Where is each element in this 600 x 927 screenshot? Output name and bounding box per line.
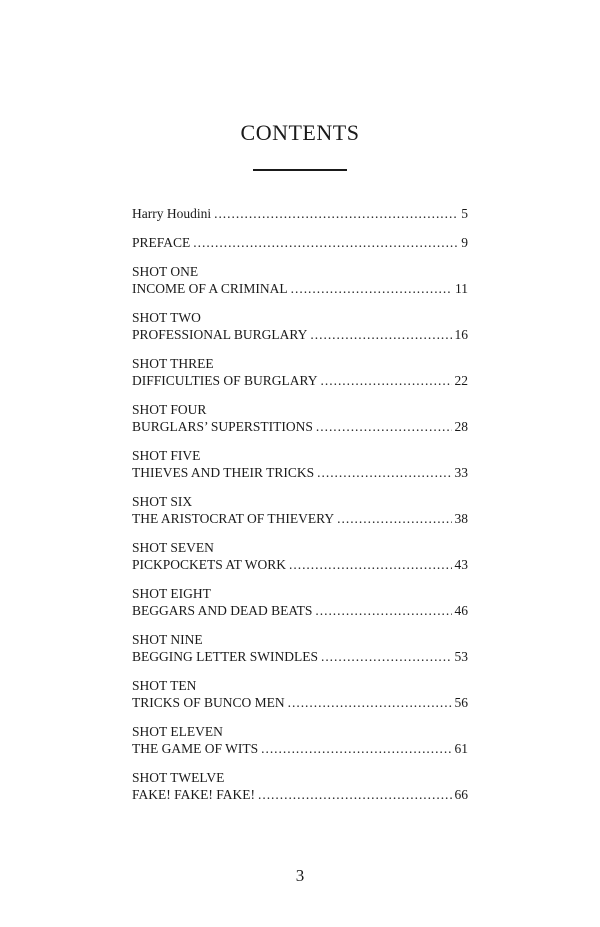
toc-line	[132, 648, 468, 665]
table-of-contents	[132, 205, 468, 815]
toc-entry-chapter: SHOT FIVE	[132, 448, 201, 463]
dot-leader	[315, 602, 451, 619]
toc-entry-title: INCOME OF A CRIMINAL	[132, 281, 288, 296]
toc-entry-chapter: SHOT THREE	[132, 356, 214, 371]
toc-entry-title: THE ARISTOCRAT OF THIEVERY	[132, 511, 335, 526]
toc-entry-chapter: SHOT TWO	[132, 310, 201, 325]
toc-entry-chapter: SHOT SIX	[132, 494, 193, 509]
toc-entry[interactable]	[132, 447, 468, 481]
title-rule	[253, 169, 347, 171]
toc-entry-chapter: SHOT FOUR	[132, 402, 207, 417]
page-title: CONTENTS	[240, 120, 360, 145]
dot-leader	[258, 786, 452, 803]
toc-entry-title: PREFACE	[132, 235, 191, 250]
dot-leader	[321, 372, 452, 389]
toc-entry-page: 61	[454, 741, 468, 756]
toc-entry-chapter: SHOT SEVEN	[132, 540, 214, 555]
toc-entry[interactable]	[132, 401, 468, 435]
toc-entry[interactable]	[132, 234, 468, 251]
toc-line	[132, 205, 468, 222]
toc-entry-page: 5	[461, 206, 468, 221]
dot-leader	[214, 205, 458, 222]
toc-line	[132, 280, 468, 297]
dot-leader	[321, 648, 452, 665]
toc-entry[interactable]	[132, 631, 468, 665]
dot-leader	[337, 510, 451, 527]
toc-entry-title: BEGGING LETTER SWINDLES	[132, 649, 318, 664]
toc-entry-title: DIFFICULTIES OF BURGLARY	[132, 373, 318, 388]
toc-entry-chapter: SHOT ELEVEN	[132, 724, 223, 739]
toc-entry[interactable]	[132, 723, 468, 757]
toc-entry-title: BEGGARS AND DEAD BEATS	[132, 603, 313, 618]
toc-entry-title: TRICKS OF BUNCO MEN	[132, 695, 285, 710]
dot-leader	[261, 740, 451, 757]
toc-line	[132, 740, 468, 757]
toc-line	[132, 464, 468, 481]
toc-entry-title: THIEVES AND THEIR TRICKS	[132, 465, 315, 480]
toc-entry[interactable]	[132, 493, 468, 527]
toc-line	[132, 326, 468, 343]
toc-entry[interactable]	[132, 677, 468, 711]
page-number: 3	[295, 866, 305, 885]
toc-entry-title: FAKE! FAKE! FAKE!	[132, 787, 255, 802]
toc-entry-page: 56	[454, 695, 468, 710]
toc-entry-title: Harry Houdini	[132, 206, 212, 221]
dot-leader	[288, 694, 452, 711]
toc-entry-title: BURGLARS’ SUPERSTITIONS	[132, 419, 313, 434]
dot-leader	[193, 234, 458, 251]
dot-leader	[291, 280, 452, 297]
toc-line	[132, 372, 468, 389]
toc-line	[132, 234, 468, 251]
toc-entry-page: 16	[454, 327, 468, 342]
toc-line	[132, 510, 468, 527]
toc-line	[132, 418, 468, 435]
toc-entry-page: 66	[454, 787, 468, 802]
toc-entry-page: 28	[454, 419, 468, 434]
toc-line	[132, 786, 468, 803]
toc-entry-page: 33	[454, 465, 468, 480]
dot-leader	[310, 326, 451, 343]
toc-entry-page: 46	[454, 603, 468, 618]
toc-entry-page: 9	[461, 235, 468, 250]
dot-leader	[289, 556, 451, 573]
toc-entry-page: 43	[454, 557, 468, 572]
dot-leader	[316, 418, 452, 435]
toc-line	[132, 694, 468, 711]
toc-entry-title: PICKPOCKETS AT WORK	[132, 557, 287, 572]
toc-entry-page: 53	[454, 649, 468, 664]
toc-entry-chapter: SHOT NINE	[132, 632, 203, 647]
toc-entry-page: 11	[455, 281, 468, 296]
toc-entry-page: 22	[454, 373, 468, 388]
toc-entry-chapter: SHOT ONE	[132, 264, 199, 279]
toc-entry[interactable]	[132, 263, 468, 297]
toc-line	[132, 556, 468, 573]
toc-entry-chapter: SHOT EIGHT	[132, 586, 211, 601]
toc-entry-title: THE GAME OF WITS	[132, 741, 259, 756]
toc-entry[interactable]	[132, 355, 468, 389]
toc-entry[interactable]	[132, 539, 468, 573]
toc-entry-title: PROFESSIONAL BURGLARY	[132, 327, 308, 342]
toc-entry[interactable]	[132, 769, 468, 803]
toc-entry[interactable]	[132, 309, 468, 343]
toc-entry-page: 38	[454, 511, 468, 526]
toc-entry[interactable]	[132, 205, 468, 222]
dot-leader	[317, 464, 451, 481]
toc-entry-chapter: SHOT TWELVE	[132, 770, 225, 785]
toc-entry-chapter: SHOT TEN	[132, 678, 197, 693]
toc-entry[interactable]	[132, 585, 468, 619]
toc-line	[132, 602, 468, 619]
